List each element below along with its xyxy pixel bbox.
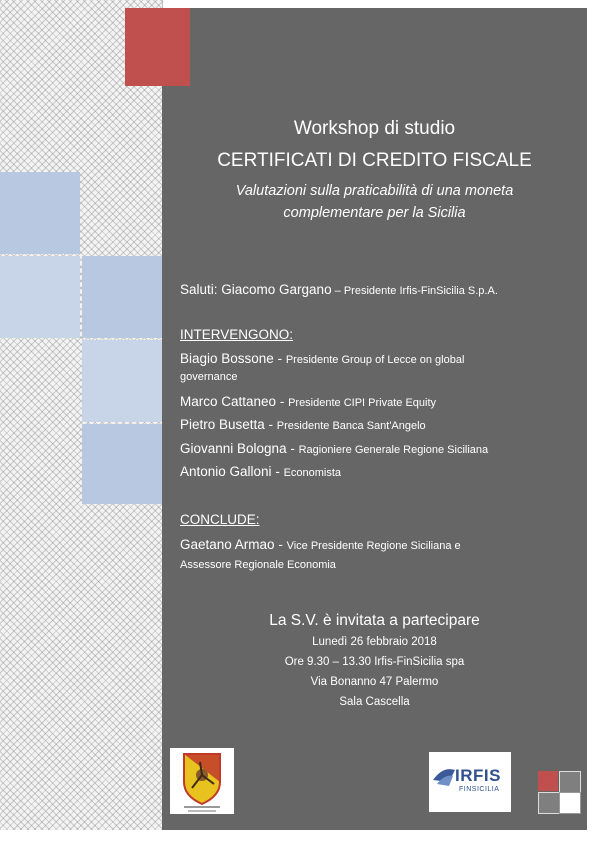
decorative-tile: [82, 424, 162, 504]
saluti-line: [180, 282, 560, 297]
speaker-role: Presidente Banca Sant'Angelo: [276, 420, 426, 432]
speaker-name: Biagio Bossone: [180, 351, 274, 366]
speaker-separator: -: [271, 464, 284, 479]
speaker-role: Presidente CIPI Private Equity: [288, 397, 437, 409]
accent-square-gray: [559, 771, 581, 793]
speaker-name: Giovanni Bologna: [180, 441, 287, 456]
title-workshop: Workshop di studio: [293, 118, 456, 139]
irfis-logo: [429, 752, 511, 812]
speaker-entry: [180, 464, 560, 479]
event-time: Ore 9.30 – 13.30 Irfis-FinSicilia spa: [284, 656, 465, 668]
subtitle: [162, 180, 587, 224]
event-room: Sala Cascella: [339, 696, 410, 708]
decorative-tile: [0, 172, 80, 254]
conclude-role: Vice Presidente Regione Siciliana e: [286, 540, 461, 552]
conclude-heading: CONCLUDE:: [180, 512, 260, 527]
decorative-tile: [82, 340, 162, 422]
saluti-label: Saluti: Giacomo Gargano: [180, 282, 332, 297]
speaker-role: Economista: [283, 467, 342, 479]
speaker-separator: -: [286, 441, 299, 456]
speaker-name: Pietro Busetta: [180, 417, 265, 432]
accent-square-gray: [538, 792, 560, 814]
decorative-tile: [0, 256, 80, 338]
red-accent-square: [125, 8, 190, 86]
speaker-entry: [180, 441, 560, 456]
title-main: CERTIFICATI DI CREDITO FISCALE: [217, 150, 532, 171]
speaker-separator: -: [264, 417, 277, 432]
subtitle-line: Valutazioni sulla praticabilità di una moneta: [235, 183, 514, 199]
event-address: Via Bonanno 47 Palermo: [310, 676, 439, 688]
speaker-entry: [180, 417, 560, 432]
speaker-name: Antonio Galloni: [180, 464, 272, 479]
intervengono-heading: INTERVENGONO:: [180, 327, 294, 342]
trinacria-icon: [170, 748, 234, 814]
speaker-role: Presidente Group of Lecce on global: [285, 354, 465, 366]
accent-square-white: [559, 792, 581, 814]
speaker-separator: -: [273, 351, 286, 366]
conclude-role-continued: Assessore Regionale Economia: [180, 559, 336, 571]
speaker-role-continued: governance: [180, 371, 238, 383]
regione-siciliana-logo: [170, 748, 234, 814]
speaker-entry: [180, 351, 560, 385]
conclude-separator: -: [274, 537, 287, 552]
irfis-logo-text: IRFIS: [455, 766, 501, 785]
decorative-tile: [82, 256, 162, 338]
event-date: Lunedì 26 febbraio 2018: [312, 636, 437, 648]
conclude-name: Gaetano Armao: [180, 537, 275, 552]
speaker-entry: [180, 394, 560, 409]
invitation-headline: La S.V. è invitata a partecipare: [269, 612, 480, 629]
saluti-role: – Presidente Irfis-FinSicilia S.p.A.: [331, 285, 498, 297]
accent-square-red: [538, 771, 558, 791]
speaker-role: Ragioniere Generale Regione Siciliana: [298, 444, 489, 456]
conclude-entry: [180, 536, 560, 574]
subtitle-line: complementare per la Sicilia: [283, 205, 466, 221]
irfis-logo-subtext: FINSICILIA: [459, 786, 500, 793]
speaker-name: Marco Cattaneo: [180, 394, 277, 409]
speaker-separator: -: [276, 394, 289, 409]
